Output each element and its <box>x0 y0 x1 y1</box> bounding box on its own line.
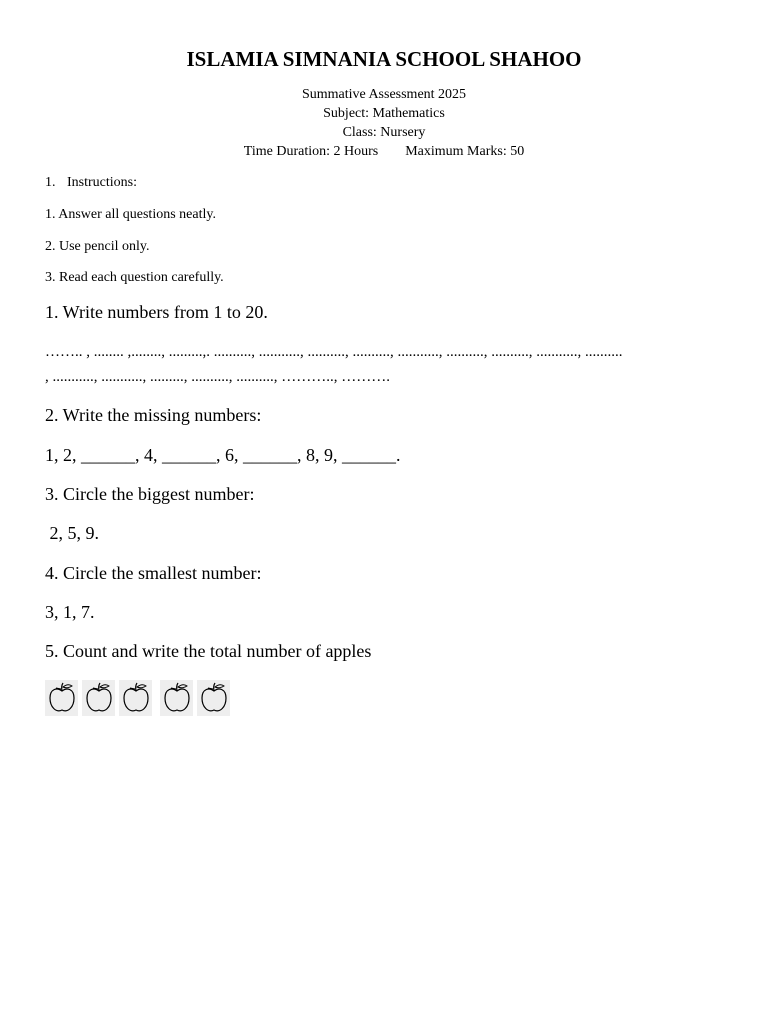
apple-icon <box>197 680 230 716</box>
question-4-answer: 3, 1, 7. <box>45 602 95 622</box>
time-duration: Time Duration: 2 Hours <box>243 144 379 159</box>
instruction-item: 1. Answer all questions neatly. <box>45 207 216 222</box>
apple-icon <box>45 680 78 716</box>
instructions-label: Instructions: <box>67 175 137 190</box>
subject-line: Subject: Mathematics <box>323 106 445 121</box>
apple-icon <box>82 680 115 716</box>
duration-marks-line <box>0 143 768 161</box>
question-2: 2. Write the missing numbers: <box>45 405 262 425</box>
instructions-number: 1. <box>45 175 56 190</box>
question-2-answer: 1, 2, ______, 4, ______, 6, ______, 8, 9, ______. <box>45 445 401 465</box>
question-1-answer-line-1: …….. , ........ ,........, .........,. .........., ..........., .........., .........., ..........., .........., .........., ..........., .......... <box>45 344 623 360</box>
school-title: ISLAMIA SIMNANIA SCHOOL SHAHOO <box>186 47 582 71</box>
question-3-answer: 2, 5, 9. <box>45 523 99 543</box>
apple-icon <box>160 680 193 716</box>
instruction-item: 2. Use pencil only. <box>45 239 150 254</box>
instructions-heading <box>45 174 137 192</box>
question-1-answer-line-2: , ..........., ..........., ........., .........., .........., ……….., ………. <box>45 369 390 385</box>
assessment-name: Summative Assessment 2025 <box>301 87 467 102</box>
question-4: 4. Circle the smallest number: <box>45 563 262 583</box>
class-line: Class: Nursery <box>342 125 426 140</box>
apple-row <box>45 680 234 716</box>
question-3: 3. Circle the biggest number: <box>45 484 255 504</box>
question-5: 5. Count and write the total number of apples <box>45 641 372 661</box>
apple-icon <box>119 680 152 716</box>
maximum-marks: Maximum Marks: 50 <box>405 144 525 159</box>
instruction-item: 3. Read each question carefully. <box>45 270 224 285</box>
question-1: 1. Write numbers from 1 to 20. <box>45 302 268 322</box>
